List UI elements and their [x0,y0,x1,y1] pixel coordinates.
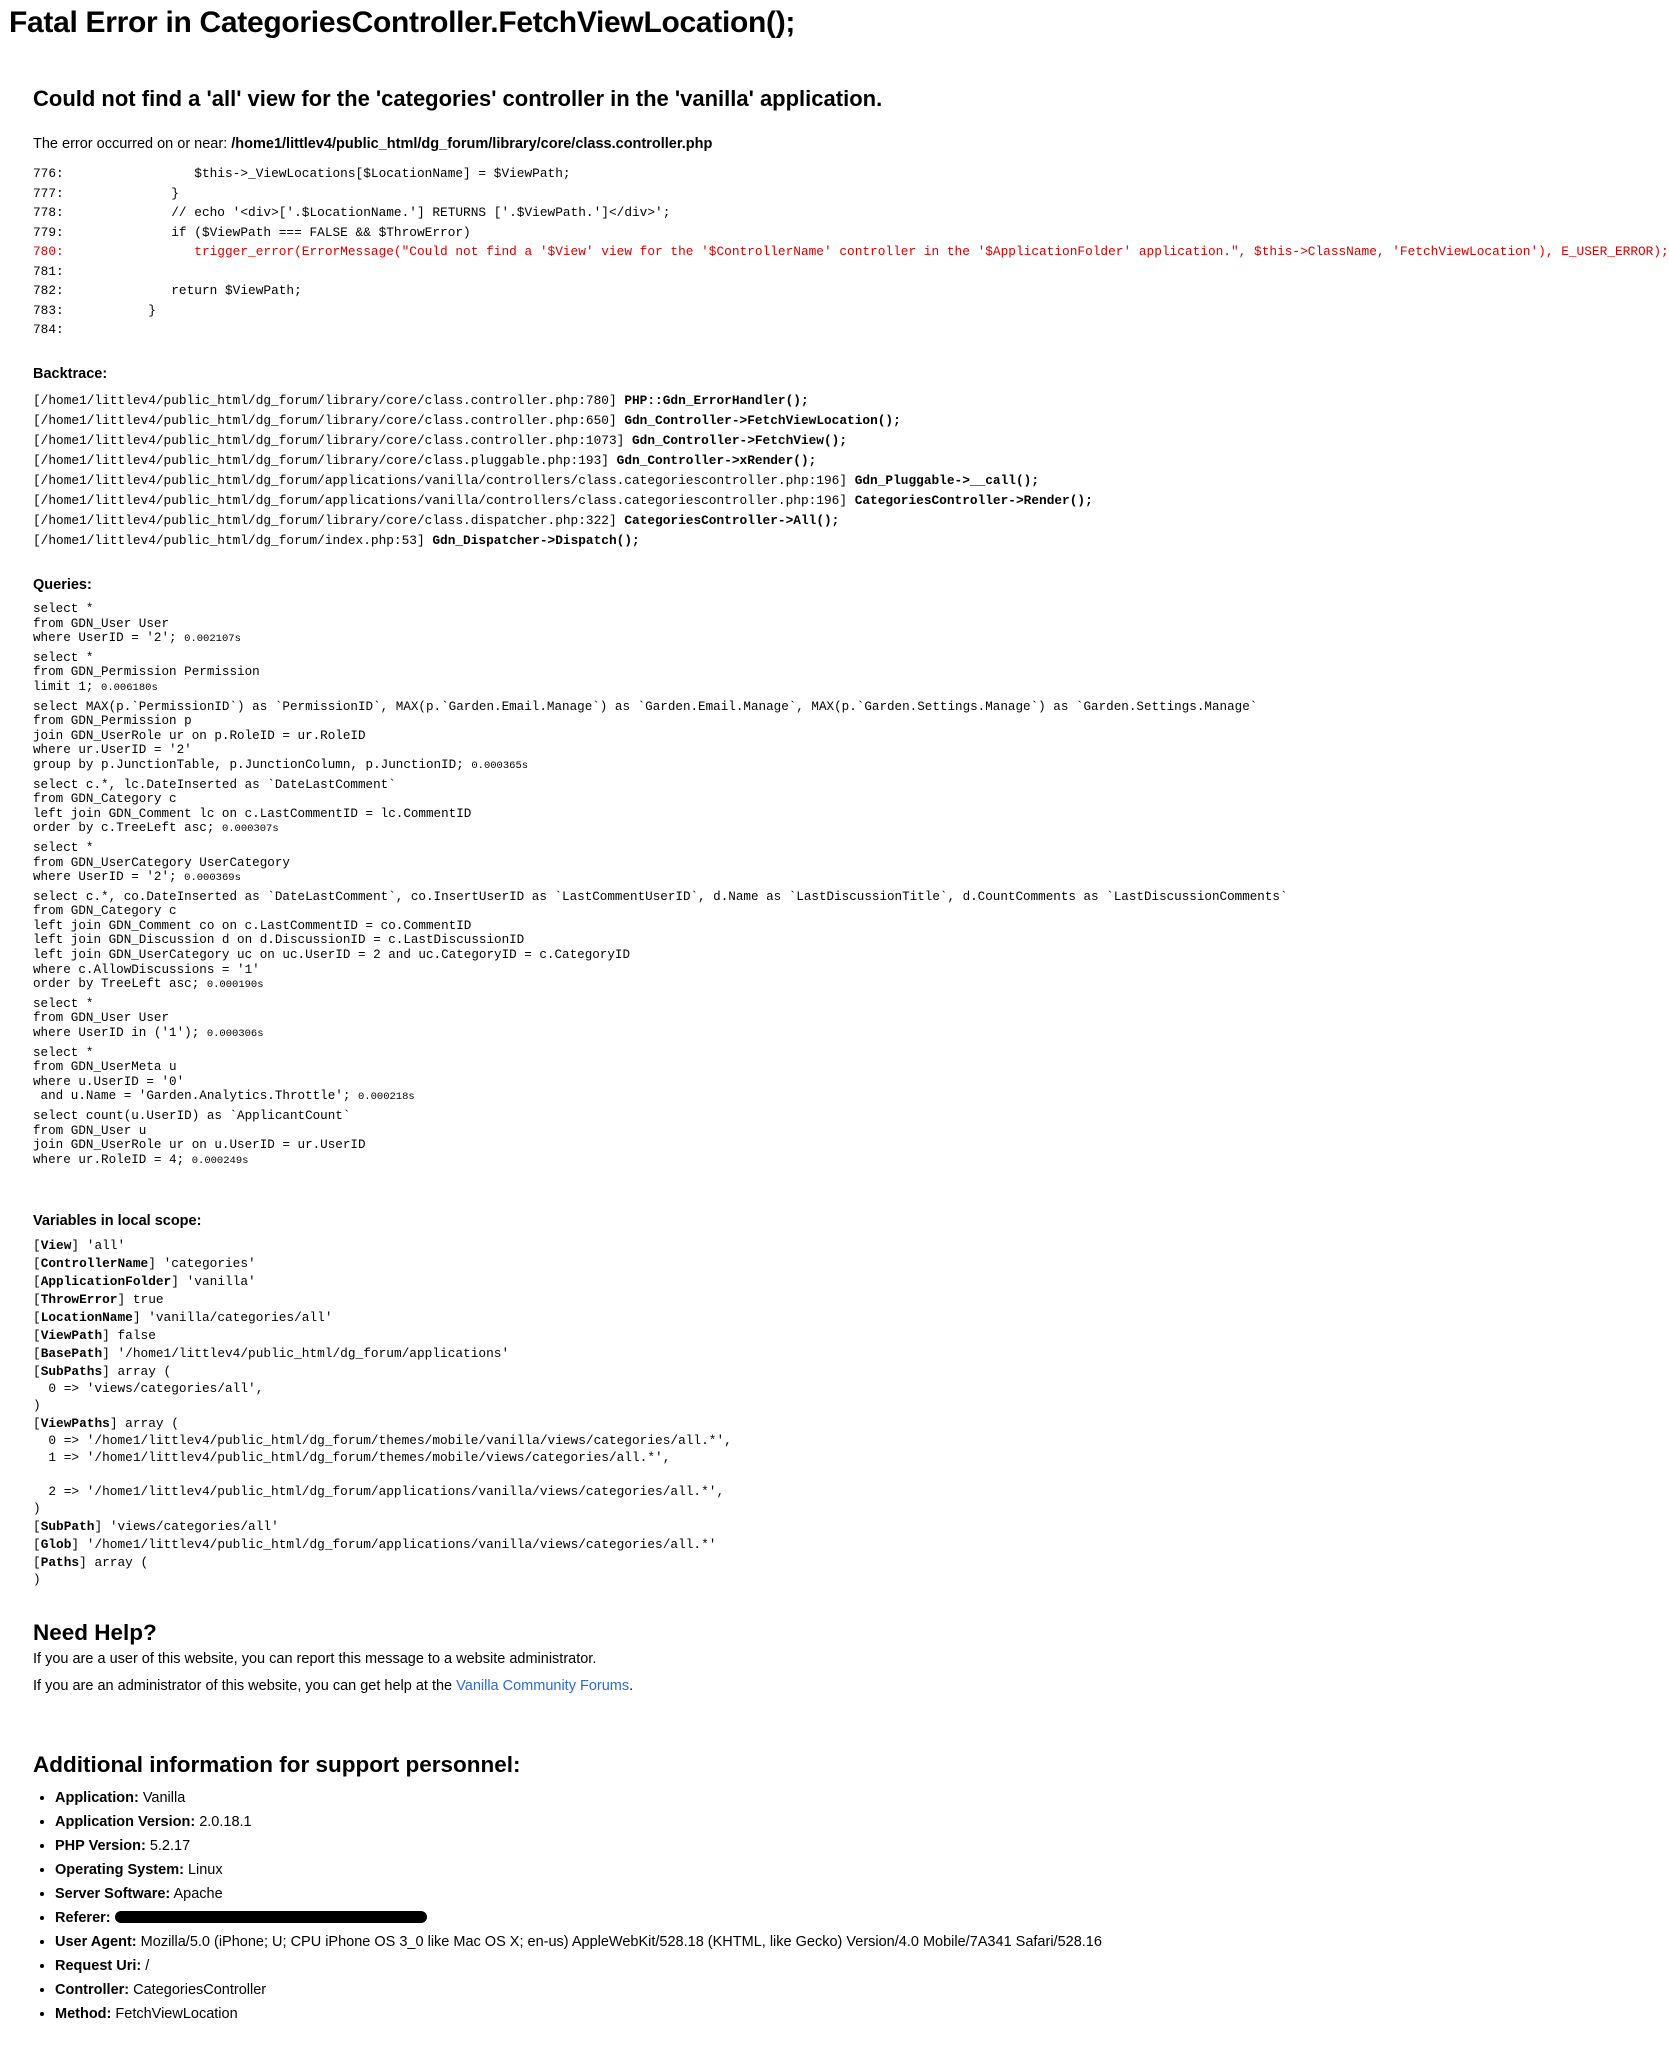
query-line [33,889,1288,905]
variable-entry [33,1415,1109,1517]
variable-value: 0 => 'views/categories/all', [33,1381,264,1396]
line-number: 777: [33,185,64,201]
support-info-item [55,1858,1135,1882]
query-text: join GDN_UserRole ur on u.UserID = ur.UserID [33,1138,366,1153]
info-value: Linux [187,1862,223,1878]
backtrace-function: Gdn_Controller->FetchView(); [632,433,848,448]
error-file-path: /home1/littlev4/public_html/dg_forum/library/core/class.controller.php [231,136,713,152]
variable-name: Glob [40,1537,72,1552]
query-time: 0.000306s [206,1028,264,1041]
variable-value: 'vanilla' [186,1274,256,1289]
query-line [33,904,1109,919]
variable-value: array ( [117,1364,172,1379]
variable-name: SubPaths [40,1364,103,1379]
variable-value: array ( [125,1416,179,1431]
query-text: from GDN_Permission p [33,714,192,729]
variable-entry [33,1291,1109,1308]
variable-name: LocationName [40,1310,133,1325]
query-time: 0.006180s [101,681,158,694]
query-text: from GDN_User u [33,1123,147,1138]
variable-line [33,1483,1109,1500]
backtrace-list [33,391,1109,551]
query-time: 0.000369s [184,872,241,885]
query-line [33,997,1109,1012]
variable-value: 'views/categories/all' [109,1519,279,1534]
info-value: Apache [173,1886,223,1902]
help-heading: Need Help? [33,1620,157,1645]
query-line [33,617,1109,632]
backtrace-function: PHP::Gdn_ErrorHandler(); [624,393,809,408]
backtrace-function: CategoriesController->All(); [624,513,840,528]
query-text: where c.AllowDiscussions = '1' [33,962,260,977]
variable-entry [33,1363,1109,1414]
query-block [33,699,1258,773]
query-line [33,919,1109,934]
line-number: 784: [33,322,64,337]
query-line [33,1109,1109,1124]
query-line [33,977,1109,992]
variable-name: View [40,1238,72,1253]
variable-name: SubPath [40,1519,95,1534]
query-time: 0.002107s [184,633,241,646]
query-line [33,729,1109,744]
backtrace-location: [/home1/littlev4/public_html/dg_forum/library/core/class.controller.php:1073] [33,433,625,448]
query-text: select * [33,650,94,665]
query-text: limit 1; [33,679,94,694]
query-line [33,778,1109,793]
line-code: if ($ViewPath === FALSE && $ThrowError) [109,224,471,240]
info-value: CategoriesController [133,1982,267,1998]
variable-line [33,1500,1109,1517]
error-location-prefix: The error occurred on or near: [33,136,232,152]
query-text: from GDN_User User [33,1011,170,1026]
variable-line: [ViewPaths] array ( [33,1416,179,1431]
backtrace-row [33,511,1109,531]
variable-line: [ApplicationFolder] 'vanilla' [33,1274,256,1289]
backtrace-row [33,451,1109,471]
info-value: Mozilla/5.0 (iPhone; U; CPU iPhone OS 3_0 like Mac OS X; en-us) AppleWebKit/528.18 (KHTML, like Gecko) Version/4.0 Mobile/7A341 Safari/528.16 [140,1934,1102,1950]
query-text: join GDN_UserRole ur on p.RoleID = ur.RoleID [33,728,366,743]
query-line [33,714,1109,729]
query-time: 0.000307s [221,823,279,836]
redacted-value [115,1911,427,1923]
query-text: where ur.RoleID = 4; [33,1152,185,1167]
variable-value: true [132,1292,164,1307]
variable-entry [33,1345,1109,1362]
variable-entry [33,1554,1109,1588]
page-title: Fatal Error in CategoriesController.FetchViewLocation(); [9,6,796,39]
query-time: 0.000365s [471,759,529,772]
variable-value: ) [33,1572,41,1587]
code-line [33,164,1109,184]
code-line [33,301,1109,321]
query-line [33,1124,1109,1139]
line-number: 776: [33,166,64,181]
support-info-item [55,1834,1135,1858]
query-text: from GDN_Category c [33,904,177,919]
backtrace-location: [/home1/littlev4/public_html/dg_forum/library/core/class.controller.php:650] [33,413,617,428]
support-info-item [55,1978,1135,2002]
query-text: left join GDN_Discussion d on d.DiscussionID = c.LastDiscussionID [33,933,525,948]
query-line [33,963,1109,978]
support-info-item [55,1786,1135,1810]
line-code: } [109,302,156,318]
variable-line [33,1380,1109,1397]
variable-value: 0 => '/home1/littlev4/public_html/dg_forum/themes/mobile/vanilla/views/categories/all.*', [33,1433,732,1448]
info-value: 5.2.17 [149,1838,191,1854]
query-line [33,651,1109,666]
info-label: Operating System: [55,1862,184,1878]
variable-entry [33,1327,1109,1344]
code-line [33,223,1109,243]
help-admin-suffix: . [629,1678,634,1694]
variable-line [33,1466,1109,1483]
variable-entry [33,1536,1109,1553]
support-heading: Additional information for support personnel: [33,1752,521,1777]
query-text: left join GDN_UserCategory uc on uc.UserID = 2 and uc.CategoryID = c.CategoryID [33,948,631,963]
info-value: / [145,1958,150,1974]
backtrace-location: [/home1/littlev4/public_html/dg_forum/applications/vanilla/controllers/class.categoriescontroller.php:196] [33,493,848,508]
query-text: order by c.TreeLeft asc; [33,821,215,836]
info-label: Controller: [55,1982,130,1998]
variable-value: false [117,1328,156,1343]
variable-line: [Paths] array ( [33,1555,149,1570]
vanilla-forums-link[interactable]: Vanilla Community Forums [456,1678,630,1694]
info-label: PHP Version: [55,1838,146,1854]
variable-value: '/home1/littlev4/public_html/dg_forum/applications' [117,1346,510,1361]
line-code: $this->_ViewLocations[$LocationName] = $ViewPath; [109,166,571,181]
help-admin-text [33,1678,633,1694]
code-excerpt [33,164,1669,340]
code-line [33,184,1109,204]
query-line [33,933,1109,948]
help-user-text: If you are a user of this website, you can report this message to a website administrator. [33,1651,597,1667]
variable-entry [33,1518,1109,1535]
backtrace-row [33,411,1109,431]
query-line [33,807,1109,822]
variable-value: '/home1/littlev4/public_html/dg_forum/applications/vanilla/views/categories/all.*' [86,1537,717,1552]
backtrace-location: [/home1/littlev4/public_html/dg_forum/library/core/class.controller.php:780] [33,393,617,408]
variable-line: [ControllerName] 'categories' [33,1256,256,1271]
info-value: Vanilla [142,1790,186,1806]
info-label: User Agent: [55,1934,137,1950]
info-value: FetchViewLocation [115,2006,238,2022]
variable-name: ControllerName [40,1256,149,1271]
line-code: return $ViewPath; [109,283,302,298]
line-code: // echo '<div>['.$LocationName.'] RETURNS ['.$ViewPath.']</div>'; [109,205,671,220]
query-line [33,699,1258,715]
query-line [33,1011,1109,1026]
query-text: select c.*, co.DateInserted as `DateLastComment`, co.InsertUserID as `LastCommentUserID`, d.Name as `LastDiscussionTitle`, d.CountComments as `LastDiscussionComments` [33,889,1288,904]
query-text: select * [33,996,94,1011]
support-info-item [55,1906,1135,1930]
variable-line [33,1432,1109,1449]
variable-entry [33,1309,1109,1326]
query-line [33,856,1109,871]
query-text: select MAX(p.`PermissionID`) as `PermissionID`, MAX(p.`Garden.Email.Manage`) as `Garden.Email.Manage`, MAX(p.`Garden.Settings.Manage`) as `Garden.Settings.Manage` [33,699,1258,714]
query-block [33,1109,1109,1167]
variable-line [33,1571,1109,1588]
query-line [33,602,1109,617]
backtrace-location: [/home1/littlev4/public_html/dg_forum/applications/vanilla/controllers/class.categoriescontroller.php:196] [33,473,848,488]
query-time: 0.000190s [206,979,264,992]
info-label: Server Software: [55,1886,171,1902]
error-message: Could not find a 'all' view for the 'categories' controller in the 'vanilla' application. [33,86,883,111]
query-line [33,758,1109,773]
query-text: left join GDN_Comment co on c.LastCommentID = co.CommentID [33,918,472,933]
query-text: select * [33,1045,94,1060]
variable-value: 1 => '/home1/littlev4/public_html/dg_forum/themes/mobile/views/categories/all.*', [33,1450,671,1465]
query-text: where ur.UserID = '2' [33,743,192,758]
query-text: select count(u.UserID) as `ApplicantCount` [33,1109,351,1123]
backtrace-location: [/home1/littlev4/public_html/dg_forum/index.php:53] [33,533,425,548]
backtrace-location: [/home1/littlev4/public_html/dg_forum/library/core/class.pluggable.php:193] [33,453,609,468]
query-text: select * [33,602,94,616]
variable-line: [Glob] '/home1/littlev4/public_html/dg_forum/applications/vanilla/views/categories/all.*' [33,1537,717,1552]
variable-name: ViewPaths [40,1416,110,1431]
query-text: left join GDN_Comment lc on c.LastCommentID = lc.CommentID [33,806,472,821]
backtrace-heading: Backtrace: [33,366,108,382]
code-line [33,203,1109,223]
query-line [33,1075,1109,1090]
query-line [33,870,1109,885]
query-text: select c.*, lc.DateInserted as `DateLastComment` [33,777,396,792]
variable-entry [33,1273,1109,1290]
variable-line: [SubPaths] array ( [33,1364,172,1379]
query-text: from GDN_Category c [33,792,177,807]
info-label: Method: [55,2006,112,2022]
backtrace-function: Gdn_Controller->xRender(); [616,453,817,468]
variable-name: ApplicationFolder [40,1274,172,1289]
backtrace-row [33,431,1109,451]
query-text: group by p.JunctionTable, p.JunctionColumn, p.JunctionID; [33,757,464,772]
queries-heading: Queries: [33,577,92,593]
variable-name: Paths [40,1555,80,1570]
query-line [33,1089,1109,1104]
code-line [33,281,1109,301]
variable-value: ) [33,1398,41,1413]
variable-entry [33,1255,1109,1272]
query-line [33,680,1109,695]
variable-value: 'vanilla/categories/all' [148,1310,333,1325]
query-text: where UserID = '2'; [33,631,177,646]
support-info-item [55,1810,1135,1834]
variable-line [33,1449,1109,1466]
error-location [33,136,712,152]
query-block [33,602,1109,646]
backtrace-function: CategoriesController->Render(); [854,493,1093,508]
query-line [33,1046,1109,1061]
line-code: } [109,185,179,201]
variable-line: [ThrowError] true [33,1292,164,1307]
query-text: where u.UserID = '0' [33,1074,185,1089]
query-line [33,948,1109,963]
query-block [33,997,1109,1041]
variable-entry [33,1237,1109,1254]
backtrace-function: Gdn_Pluggable->__call(); [854,473,1040,488]
help-admin-prefix: If you are an administrator of this website, you can get help at the [33,1678,457,1694]
variable-value: 'categories' [163,1256,256,1271]
variable-value: ) [33,1501,41,1516]
support-info-item [55,2002,1135,2026]
queries-list [33,602,1288,1172]
query-text: from GDN_UserMeta u [33,1060,177,1075]
code-line [33,262,1109,282]
variables-list [33,1237,1109,1589]
line-number: 780: [33,244,64,259]
query-line [33,841,1109,856]
query-line [33,1138,1109,1153]
query-block [33,841,1109,885]
query-line [33,1026,1109,1041]
line-number: 783: [33,302,64,318]
variable-name: ThrowError [40,1292,118,1307]
variable-line: [BasePath] '/home1/littlev4/public_html/dg_forum/applications' [33,1346,510,1361]
variable-line: [ViewPath] false [33,1328,156,1343]
query-text: from GDN_UserCategory UserCategory [33,855,290,870]
info-label: Application Version: [55,1814,196,1830]
query-time: 0.000249s [191,1154,249,1167]
backtrace-function: Gdn_Dispatcher->Dispatch(); [432,533,640,548]
query-block [33,1046,1109,1104]
query-text: select * [33,840,94,855]
variable-line: [View] 'all' [33,1238,126,1253]
variable-line: [SubPath] 'views/categories/all' [33,1519,279,1534]
info-label: Request Uri: [55,1958,142,1974]
query-text: from GDN_User User [33,616,170,631]
backtrace-row [33,491,1109,511]
backtrace-row [33,531,1109,551]
query-text: and u.Name = 'Garden.Analytics.Throttle'; [33,1089,351,1104]
query-text: where UserID = '2'; [33,870,177,885]
variable-line [33,1397,1109,1414]
code-line [33,320,1109,340]
line-number: 779: [33,224,64,240]
query-line [33,1060,1109,1075]
info-label: Application: [55,1790,139,1806]
query-line [33,665,1109,680]
query-line [33,1153,1109,1168]
line-code: trigger_error(ErrorMessage("Could not find a '$View' view for the '$ControllerName' controller in the '$ApplicationFolder' application.", $this->ClassName, 'FetchViewLocation'), E_USER_ERROR); [109,244,1669,259]
variable-name: ViewPath [40,1328,103,1343]
info-value: 2.0.18.1 [199,1814,252,1830]
query-line [33,631,1109,646]
support-info-item [55,1954,1135,1978]
backtrace-function: Gdn_Controller->FetchViewLocation(); [624,413,901,428]
line-number: 781: [33,263,64,279]
query-block [33,651,1109,695]
query-block [33,889,1288,992]
query-text: where UserID in ('1'); [33,1026,200,1041]
backtrace-location: [/home1/littlev4/public_html/dg_forum/library/core/class.dispatcher.php:322] [33,513,617,528]
line-number: 778: [33,205,64,220]
query-time: 0.000218s [357,1091,415,1104]
line-number: 782: [33,283,64,298]
variable-value: 2 => '/home1/littlev4/public_html/dg_forum/applications/vanilla/views/categories/all.*', [33,1484,725,1499]
support-info-item [55,1930,1135,1954]
support-info-item [55,1882,1135,1906]
variable-line: [LocationName] 'vanilla/categories/all' [33,1310,333,1325]
query-text: from GDN_Permission Permission [33,665,260,680]
info-label: Referer: [55,1910,111,1926]
variable-value: array ( [94,1555,149,1570]
query-line [33,792,1109,807]
query-line [33,821,1109,836]
backtrace-row [33,471,1109,491]
variable-name: BasePath [40,1346,103,1361]
support-info-list [33,1786,1135,2026]
variable-value: 'all' [86,1238,126,1253]
query-text: order by TreeLeft asc; [33,977,200,992]
query-line [33,743,1109,758]
code-line [33,242,1669,262]
query-block [33,778,1109,836]
variables-heading: Variables in local scope: [33,1213,202,1229]
backtrace-row [33,391,1109,411]
